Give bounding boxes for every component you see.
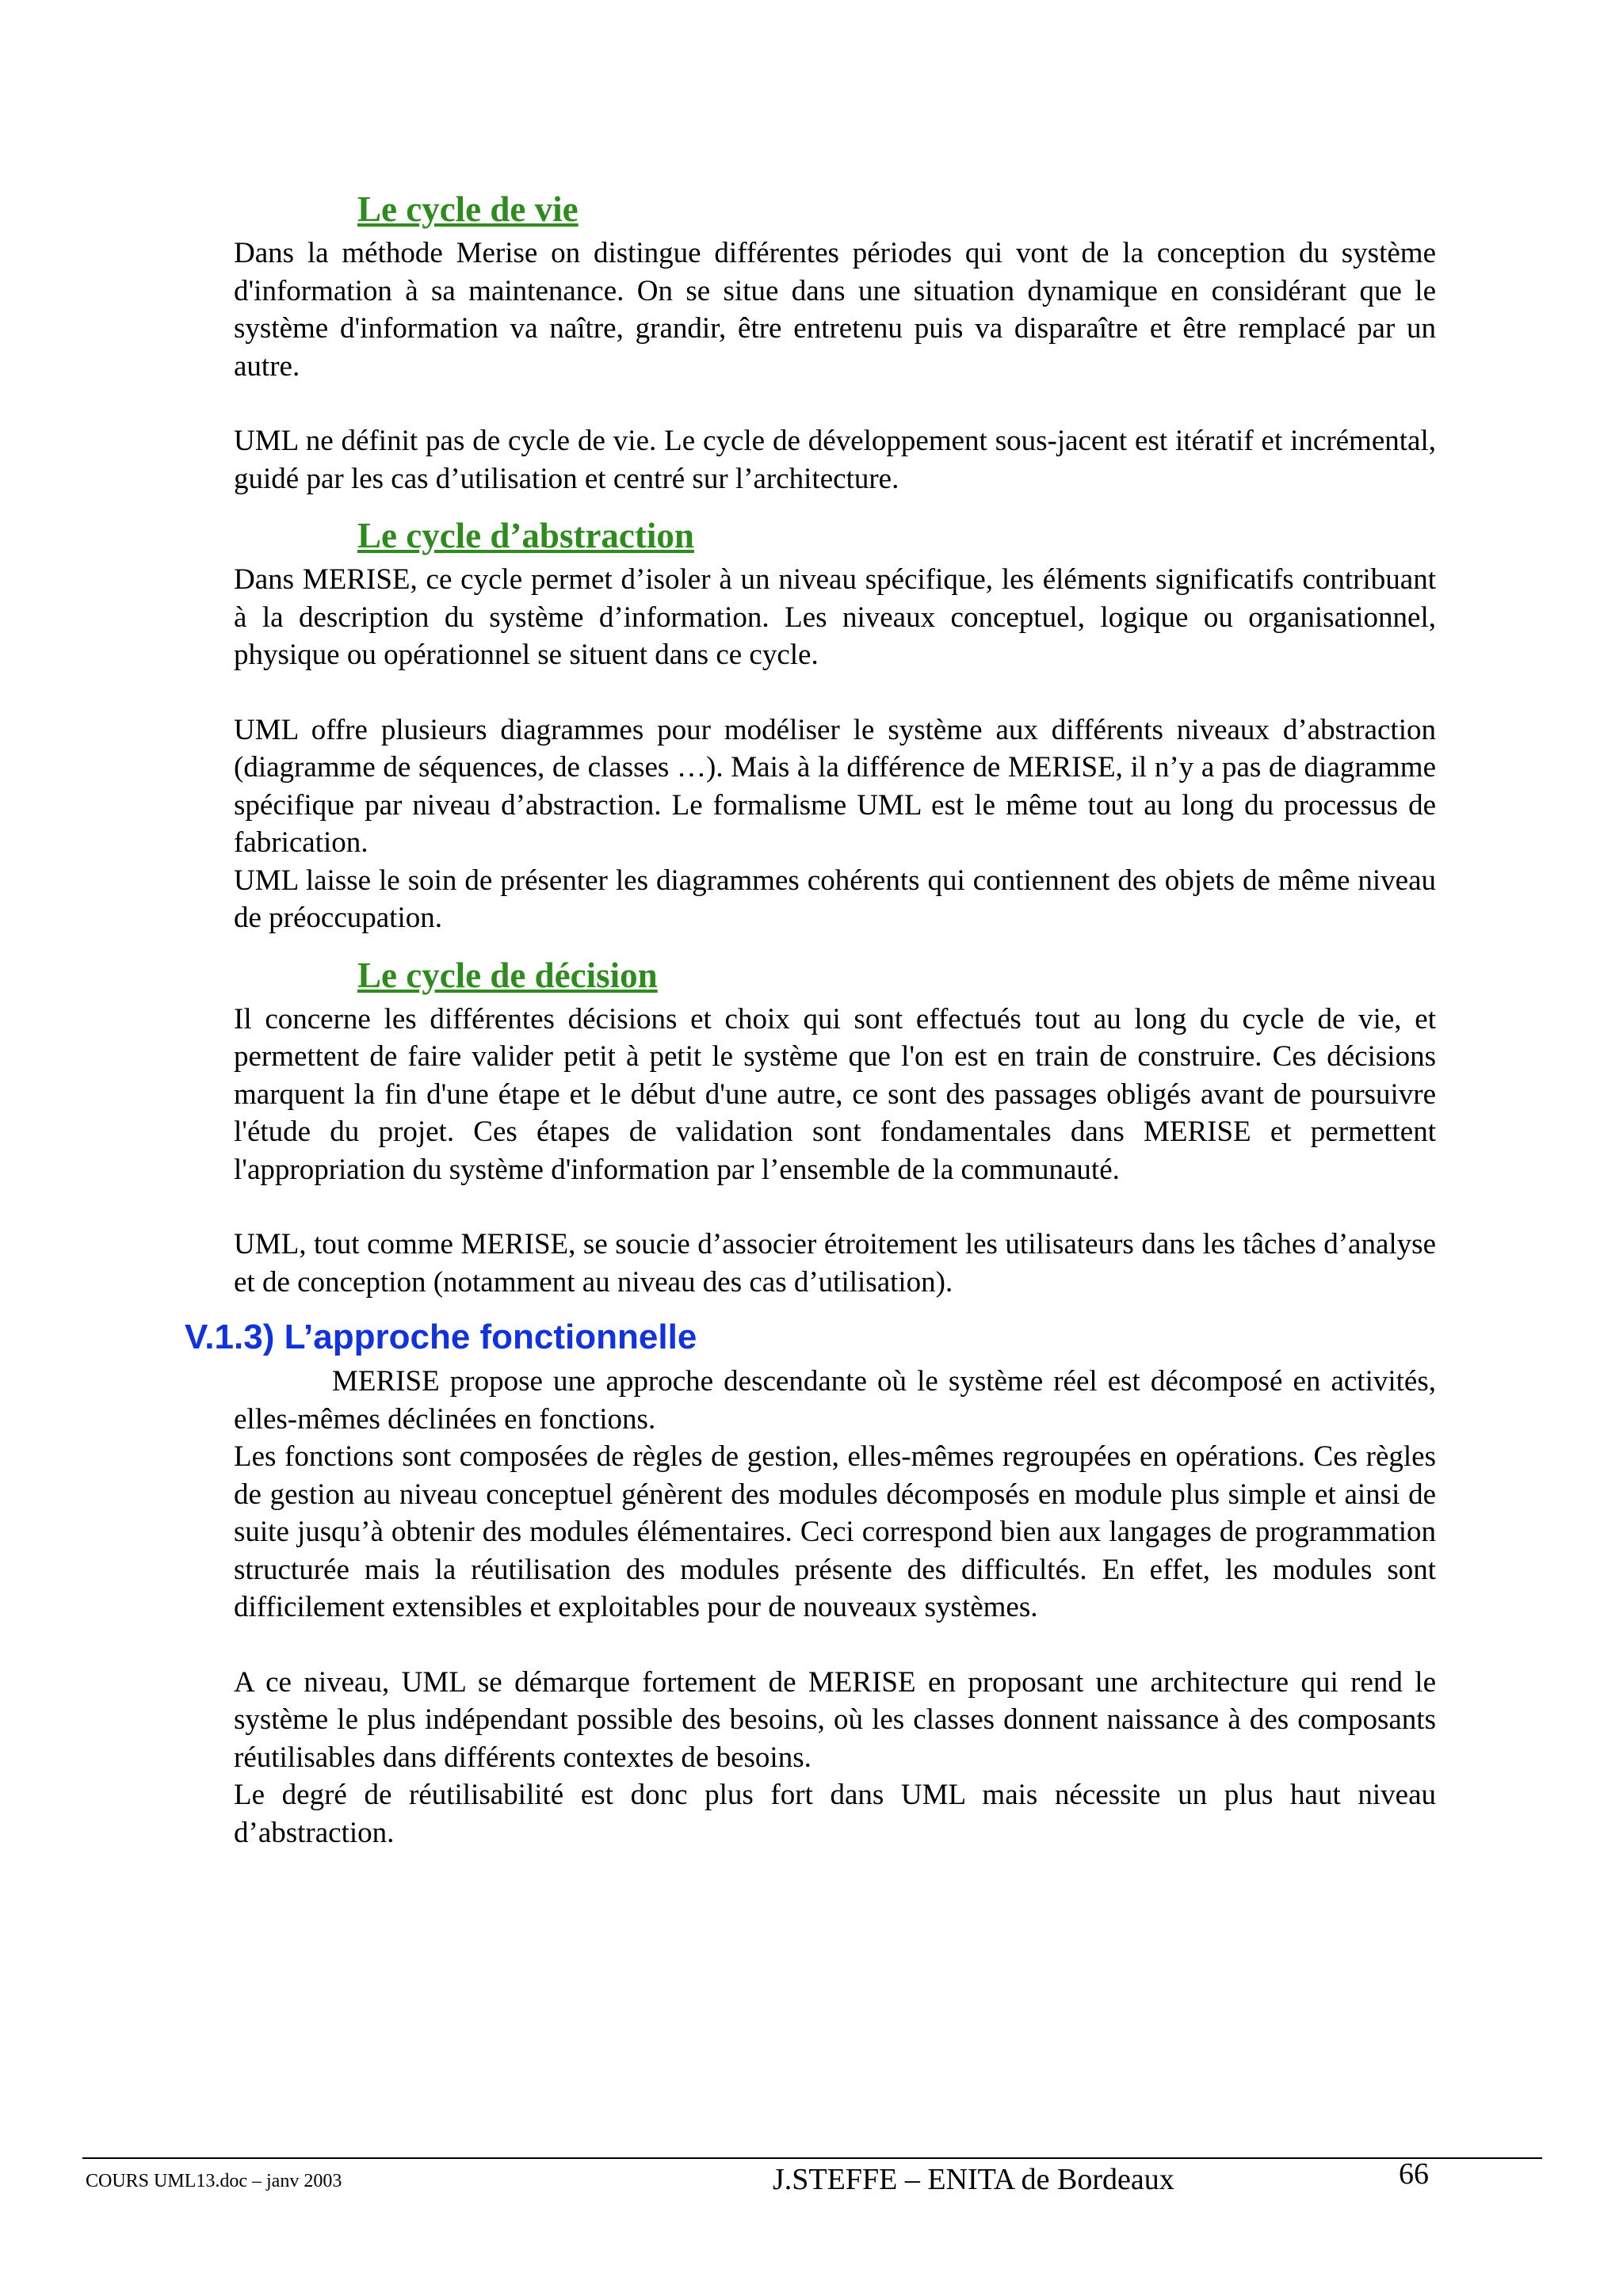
section-heading-cycle-de-vie: Le cycle de vie (357, 189, 579, 229)
paragraph: UML laisse le soin de présenter les diagrammes cohérents qui contiennent des objets de même niveau de préoccupation. (234, 864, 1436, 934)
paragraph: Dans MERISE, ce cycle permet d’isoler à un niveau spécifique, les éléments significatifs contribuant à la description du système d’information. Les niveaux conceptuel, logique ou organisationnel, physique ou opérationnel se situent dans ce cycle. (234, 563, 1436, 671)
paragraph: Les fonctions sont composées de règles de gestion, elles-mêmes regroupées en opérations. Ces règles de gestion au niveau conceptuel génèrent des modules décomposés en module plus simple et ainsi de suite jusqu’à obtenir des modules élémentaires. Ceci correspond bien aux langages de programmation structurée mais la réutilisation des modules présente des difficultés. En effet, les modules sont difficilement extensibles et exploitables pour de nouveaux systèmes. (234, 1440, 1436, 1623)
section-heading-cycle-decision: Le cycle de décision (357, 955, 658, 995)
footer-document-info: COURS UML13.doc – janv 2003 (86, 2171, 342, 2191)
subsection-heading-approche-fonctionnelle: V.1.3) L’approche fonctionnelle (185, 1318, 697, 1356)
paragraph: Le degré de réutilisabilité est donc plus fort dans UML mais nécessite un plus haut niveau d’abstraction. (234, 1779, 1436, 1849)
section-heading-cycle-abstraction: Le cycle d’abstraction (357, 516, 694, 555)
footer-author: J.STEFFE – ENITA de Bordeaux (773, 2163, 1174, 2196)
paragraph: UML offre plusieurs diagrammes pour modéliser le système aux différents niveaux d’abstraction (diagramme de séquences, de classes …). Mais à la différence de MERISE, il n’y a pas de diagramme spécifique par niveau d’abstraction. Le formalisme UML est le même tout au long du processus de fabrication. (234, 713, 1436, 859)
page-content (185, 187, 1436, 1852)
paragraph: MERISE propose une approche descendante où le système réel est décomposé en activités, elles-mêmes déclinées en fonctions. (234, 1365, 1436, 1436)
paragraph: A ce niveau, UML se démarque fortement de MERISE en proposant une architecture qui rend le système le plus indépendant possible des besoins, où les classes donnent naissance à des composants réutilisables dans différents contextes de besoins. (234, 1665, 1436, 1774)
paragraph: Il concerne les différentes décisions et choix qui sont effectués tout au long du cycle de vie, et permettent de faire valider petit à petit le système que l'on est en train de construire. Ces décisions marquent la fin d'une étape et le début d'une autre, ce sont des passages obligés avant de poursuivre l'étude du projet. Ces étapes de validation sont fondamentales dans MERISE et permettent l'appropriation du système d'information par l’ensemble de la communauté. (234, 1002, 1436, 1186)
page-number: 66 (1399, 2157, 1429, 2191)
paragraph: Dans la méthode Merise on distingue différentes périodes qui vont de la conception du système d'information à sa maintenance. On se situe dans une situation dynamique en considérant que le système d'information va naître, grandir, être entretenu puis va disparaître et être remplacé par un autre. (234, 237, 1436, 383)
paragraph: UML ne définit pas de cycle de vie. Le cycle de développement sous-jacent est itératif et incrémental, guidé par les cas d’utilisation et centré sur l’architecture. (234, 425, 1436, 495)
paragraph: UML, tout comme MERISE, se soucie d’associer étroitement les utilisateurs dans les tâches d’analyse et de conception (notamment au niveau des cas d’utilisation). (234, 1228, 1436, 1299)
footer-divider (82, 2157, 1542, 2159)
